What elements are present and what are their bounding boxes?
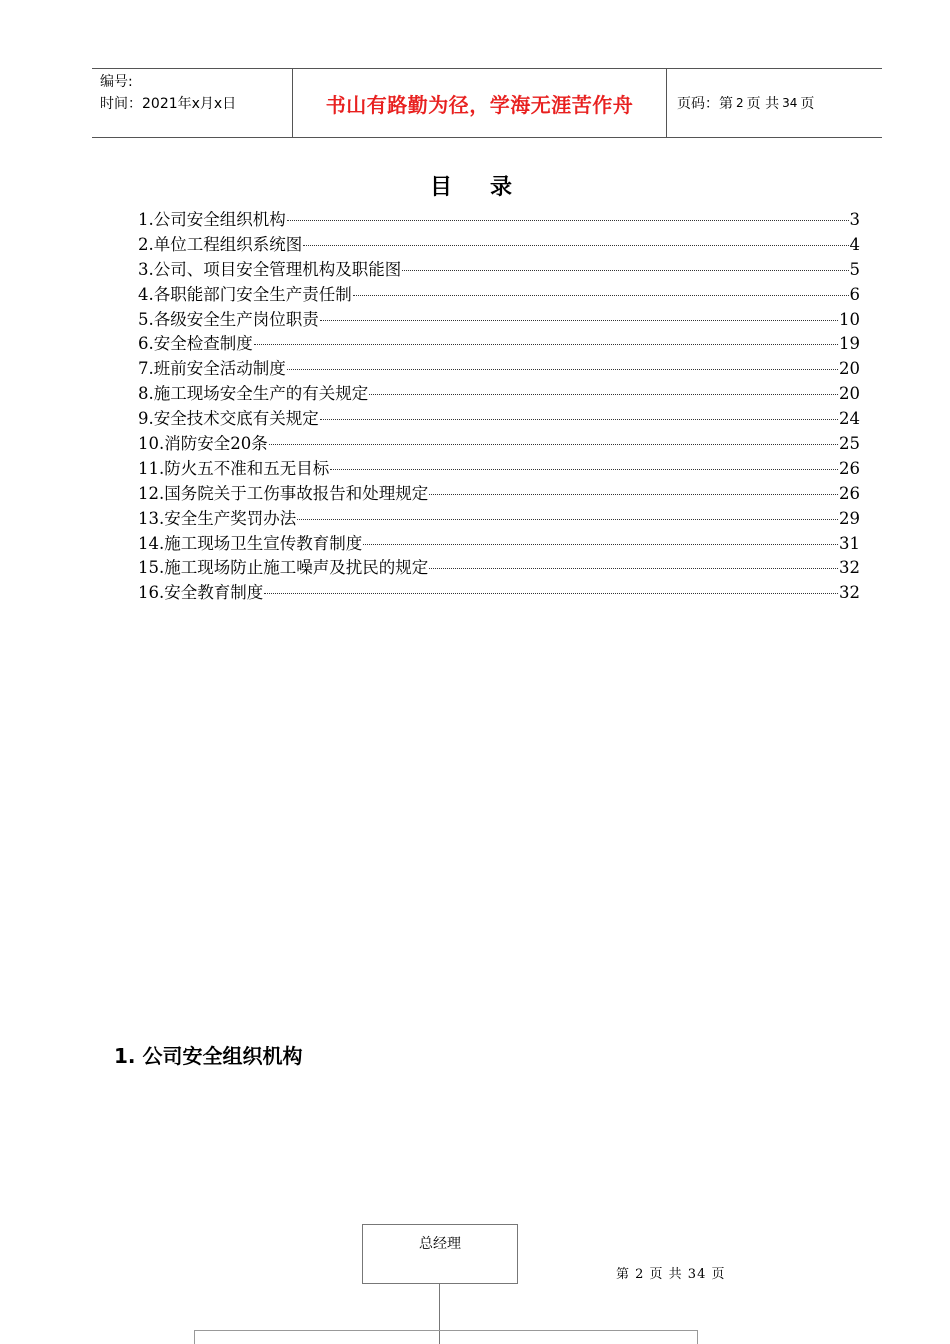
org-chart-top-box: 总经理 <box>362 1224 518 1284</box>
toc-entry-page: 24 <box>839 409 860 429</box>
toc-dot-leader <box>254 344 838 345</box>
toc-entry-page: 6 <box>849 284 860 304</box>
toc-entry-page: 3 <box>849 210 860 229</box>
toc-dot-leader <box>303 245 848 246</box>
toc-entry-page: 29 <box>839 508 860 528</box>
toc-entry-page: 20 <box>839 359 860 379</box>
header-meta <box>92 69 293 137</box>
org-chart-branch-line <box>194 1330 698 1344</box>
toc-entry-text: 14.施工现场卫生宣传教育制度 <box>138 533 363 553</box>
toc-entry[interactable] <box>138 532 860 557</box>
toc-dot-leader <box>297 519 838 520</box>
page-header <box>92 68 882 138</box>
toc-entry[interactable] <box>138 507 860 532</box>
toc-entry-text: 6.安全检查制度 <box>138 334 253 354</box>
toc-dot-leader <box>287 220 849 221</box>
toc-entry-text: 8.施工现场安全生产的有关规定 <box>138 384 369 404</box>
toc-entry-text: 11.防火五不准和五无目标 <box>138 458 330 478</box>
toc-entry-page: 32 <box>839 583 860 603</box>
toc-entry-page: 4 <box>849 234 860 254</box>
toc-entry[interactable] <box>138 382 860 407</box>
toc-entry[interactable] <box>138 432 860 457</box>
toc-entry-page: 10 <box>839 309 860 329</box>
toc-entry-text: 3.公司、项目安全管理机构及职能图 <box>138 259 402 279</box>
toc-entry-page: 32 <box>839 558 860 578</box>
toc-entry-page: 20 <box>839 384 860 404</box>
toc-dot-leader <box>330 469 838 470</box>
toc-entry[interactable] <box>138 556 860 581</box>
toc-entry[interactable] <box>138 482 860 507</box>
header-motto: 书山有路勤为径，学海无涯苦作舟 <box>293 69 667 137</box>
toc-entry-page: 5 <box>849 259 860 279</box>
toc-entry-text: 7.班前安全活动制度 <box>138 359 286 379</box>
toc-dot-leader <box>429 494 838 495</box>
toc-entry-text: 15.施工现场防止施工噪声及扰民的规定 <box>138 558 429 578</box>
toc-entry-text: 12.国务院关于工伤事故报告和处理规定 <box>138 483 429 503</box>
toc-dot-leader <box>264 593 838 594</box>
toc-dot-leader <box>369 394 838 395</box>
toc-entry[interactable] <box>138 332 860 357</box>
toc-entry[interactable] <box>138 457 860 482</box>
page-total: 34 <box>782 96 798 110</box>
time-label: 时间：2021年x月x日 <box>100 96 237 112</box>
toc-entry[interactable] <box>138 258 860 283</box>
toc-entry[interactable] <box>138 283 860 308</box>
toc-dot-leader <box>363 544 838 545</box>
toc-entry-page: 19 <box>839 334 860 354</box>
toc-dot-leader <box>353 295 849 296</box>
header-page-number <box>667 69 882 137</box>
toc-entry-text: 16.安全教育制度 <box>138 583 264 603</box>
toc-dot-leader <box>320 419 838 420</box>
serial-label: 编号: <box>100 74 133 90</box>
page-current: 2 <box>736 96 744 110</box>
toc-dot-leader <box>320 320 838 321</box>
toc-dot-leader <box>429 568 838 569</box>
toc-entry-text: 1.公司安全组织机构 <box>138 210 286 229</box>
toc-entry-text: 9.安全技术交底有关规定 <box>138 409 319 429</box>
toc-entry-page: 26 <box>839 458 860 478</box>
toc-entry-text: 5.各级安全生产岗位职责 <box>138 309 319 329</box>
toc-dot-leader <box>402 270 848 271</box>
toc-entry-text: 2.单位工程组织系统图 <box>138 234 303 254</box>
toc-entry-text: 13.安全生产奖罚办法 <box>138 508 297 528</box>
section-heading: 1. 公司安全组织机构 <box>114 1044 303 1068</box>
toc-entry-page: 31 <box>839 533 860 553</box>
toc-dot-leader <box>287 369 838 370</box>
toc-entry-text: 10.消防安全20条 <box>138 434 268 454</box>
toc-entry[interactable] <box>138 581 860 606</box>
toc-entry[interactable] <box>138 233 860 258</box>
toc-entry-page: 25 <box>839 434 860 454</box>
page-label-prefix: 页码：第 <box>677 96 733 112</box>
toc-entry[interactable] <box>138 208 860 233</box>
toc-list <box>138 208 860 606</box>
toc-dot-leader <box>269 444 838 445</box>
toc-title: 目录 <box>429 175 550 200</box>
page-footer: 第 2 页 共 34 页 <box>616 1267 726 1282</box>
toc-entry[interactable] <box>138 407 860 432</box>
toc-entry-page: 26 <box>839 483 860 503</box>
page-label-mid: 页 共 <box>746 96 780 112</box>
toc-entry-text: 4.各职能部门安全生产责任制 <box>138 284 352 304</box>
toc-entry[interactable] <box>138 357 860 382</box>
page-label-suffix: 页 <box>800 96 815 112</box>
toc-entry[interactable] <box>138 308 860 333</box>
